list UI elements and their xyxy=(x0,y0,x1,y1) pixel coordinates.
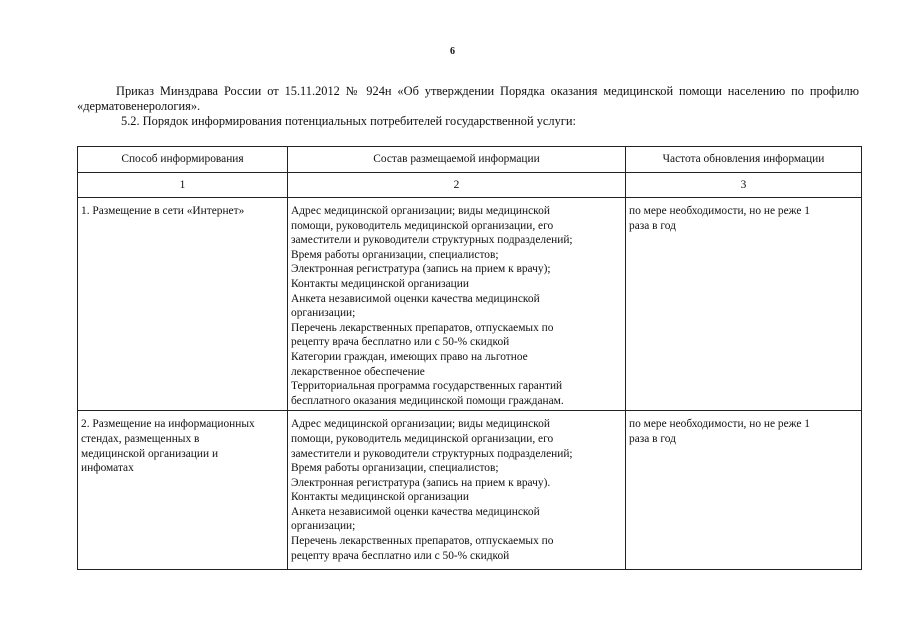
cell-line: Адрес медицинской организации; виды медицинской xyxy=(291,418,550,431)
cell-line: Анкета независимой оценки качества медицинской xyxy=(291,505,540,518)
cell-line: 2. Размещение на информационных xyxy=(81,418,255,431)
cell-line: инфоматах xyxy=(81,462,134,475)
cell-line: рецепту врача бесплатно или с 50-% скидкой xyxy=(291,336,510,349)
cell-line: заместители и руководители структурных подразделений; xyxy=(291,447,573,460)
cell-line: Территориальная программа государственных гарантий xyxy=(291,380,563,393)
cell-line: Электронная регистратура (запись на прием к врачу); xyxy=(291,263,551,276)
cell-line: бесплатного оказания медицинской помощи гражданам. xyxy=(291,394,564,407)
cell-line: Контакты медицинской организации xyxy=(291,277,469,290)
cell-line: организации; xyxy=(291,307,356,320)
cell-line: Категории граждан, имеющих право на льготное xyxy=(291,350,528,363)
column-number-3: 3 xyxy=(626,173,862,198)
cell-line: лекарственное обеспечение xyxy=(291,365,425,378)
header-content: Состав размещаемой информации xyxy=(288,147,626,173)
cell-line: раза в год xyxy=(629,219,676,232)
cell-line: медицинской организации и xyxy=(81,447,219,460)
order-reference-paragraph: Приказ Минздрава России от 15.11.2012 № 924н «Об утверждении Порядка оказания медицинской помощи населению по профилю «дерматовенерология». xyxy=(77,84,859,113)
cell-line: 1. Размещение в сети «Интернет» xyxy=(81,205,245,217)
cell-line: Время работы организации, специалистов; xyxy=(291,248,499,261)
cell-line: Перечень лекарственных препаратов, отпускаемых по xyxy=(291,535,554,548)
method-cell xyxy=(78,198,288,411)
informing-procedure-heading: 5.2. Порядок информирования потенциальных потребителей государственной услуги: xyxy=(121,114,576,128)
cell-line: Анкета независимой оценки качества медицинской xyxy=(291,292,540,305)
cell-line: рецепту врача бесплатно или с 50-% скидкой xyxy=(291,549,510,562)
cell-line: Электронная регистратура (запись на прием к врачу). xyxy=(291,476,551,489)
cell-line: стендах, размещенных в xyxy=(81,432,200,445)
cell-line: Время работы организации, специалистов; xyxy=(291,462,499,475)
cell-line: организации; xyxy=(291,520,356,533)
table-row xyxy=(78,198,862,411)
column-number-1: 1 xyxy=(78,173,288,198)
table-header-row xyxy=(78,147,862,173)
intro-text xyxy=(77,84,859,129)
content-cell xyxy=(288,411,626,570)
column-number-2: 2 xyxy=(288,173,626,198)
method-cell xyxy=(78,411,288,570)
cell-line: помощи, руководитель медицинской организации, его xyxy=(291,432,554,445)
frequency-cell xyxy=(626,198,862,411)
cell-line: заместители и руководители структурных подразделений; xyxy=(291,234,573,247)
frequency-cell xyxy=(626,411,862,570)
cell-line: Контакты медицинской организации xyxy=(291,491,469,504)
cell-line: по мере необходимости, но не реже 1 xyxy=(629,205,810,217)
header-method: Способ информирования xyxy=(78,147,288,173)
page-number: 6 xyxy=(450,46,455,57)
content-cell xyxy=(288,198,626,411)
cell-line: помощи, руководитель медицинской организации, его xyxy=(291,219,554,232)
informing-table xyxy=(77,146,862,570)
cell-line: раза в год xyxy=(629,432,676,445)
cell-line: Адрес медицинской организации; виды медицинской xyxy=(291,205,550,217)
cell-line: по мере необходимости, но не реже 1 xyxy=(629,418,810,431)
table-row xyxy=(78,411,862,570)
cell-line: Перечень лекарственных препаратов, отпускаемых по xyxy=(291,321,554,334)
header-frequency: Частота обновления информации xyxy=(626,147,862,173)
column-number-row xyxy=(78,173,862,198)
